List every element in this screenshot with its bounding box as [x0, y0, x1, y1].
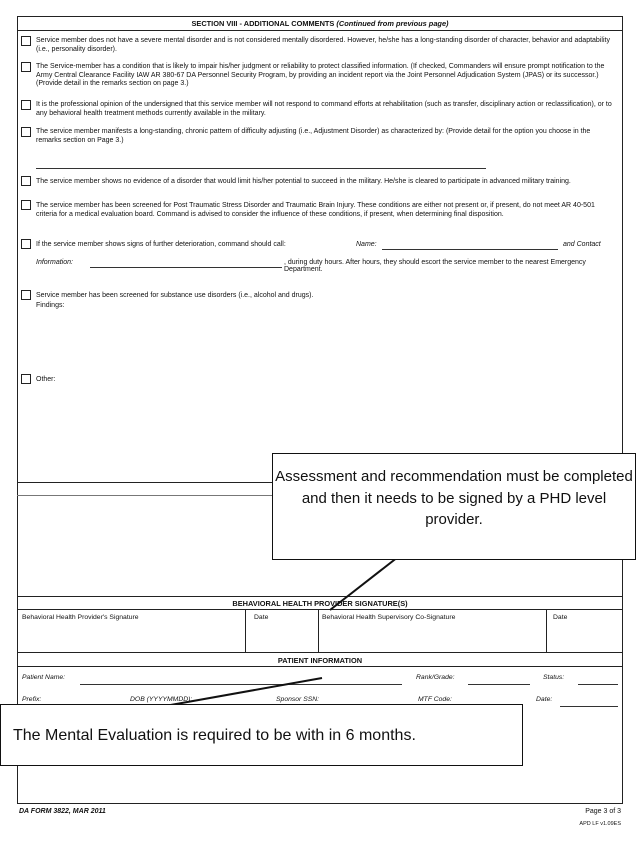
and-contact-label: and Contact	[563, 241, 601, 248]
item-no-rehab-response: It is the professional opinion of the undersigned that this service member will not respond to command efforts at rehabilitation (such as transfer, disciplinary action or reclassification), or to any behavioral health treatment methods currently available in the military.	[36, 101, 612, 117]
findings-label: Findings:	[36, 302, 65, 309]
section-title: SECTION VIII - ADDITIONAL COMMENTS (Continued from previous page)	[191, 19, 449, 28]
date-label: Date:	[536, 696, 553, 703]
item-other: Other:	[36, 376, 56, 383]
dob-label: DOB (YYYYMMDD):	[130, 696, 193, 703]
item-deterioration: If the service member shows signs of further deterioration, command should call:	[36, 241, 286, 248]
date-label: Date	[254, 614, 269, 621]
supervisory-signature-label: Behavioral Health Supervisory Co-Signature	[322, 614, 456, 621]
item-classified-info: The Service-member has a condition that is likely to impair his/her judgment or reliability to protect classified information. (If checked, Commanders will ensure prompt notification to the Army Central Clearance Facility IAW AR 380-67 DA Personnel Security Program, by providing an incident report via the Joint Personnel Adjudication System (JPAS) or its successor.) (Provide detail in the remarks section on page 3.)	[36, 63, 605, 88]
prefix-label: Prefix:	[22, 696, 42, 703]
patient-name-label: Patient Name:	[22, 674, 66, 681]
contact-name-label: Name:	[356, 241, 377, 248]
signatures-header: BEHAVIORAL HEALTH PROVIDER SIGNATURE(S)	[232, 599, 408, 608]
mtf-code-label: MTF Code:	[418, 696, 452, 703]
evaluation-callout: The Mental Evaluation is required to be with in 6 months.	[0, 704, 523, 766]
sponsor-ssn-label: Sponsor SSN:	[276, 696, 320, 703]
page-number: Page 3 of 3 APD LF v1.09ES	[579, 808, 621, 827]
form-id: DA FORM 3822, MAR 2011	[19, 808, 106, 815]
date-label: Date	[553, 614, 568, 621]
evaluation-arrow-line	[165, 678, 322, 706]
status-label: Status:	[543, 674, 565, 681]
item-adjustment-disorder: The service member manifests a long-standing, chronic pattern of difficulty adjusting (i.e., Adjustment Disorder) as characterized by: (Provide detail for the option you choose in the remarks section on Page 3.)	[36, 128, 591, 144]
item-cleared: The service member shows no evidence of a disorder that would limit his/her potential to succeed in the military. He/she is cleared to participate in advanced military training.	[36, 178, 571, 185]
item-ptsd-tbi: The service member has been screened for Post Traumatic Stress Disorder and Traumatic Brain Injury. These conditions are either not present or, if present, do not meet AR 40-501 criteria for a medical evaluation board. Command is advised to consider the influence of these conditions, if present, when determining final disposition.	[36, 202, 595, 218]
contact-info-label: Information:	[36, 259, 73, 266]
after-hours-text: , during duty hours. After hours, they should escort the service member to the nearest Emergency Department.	[284, 259, 586, 273]
patient-info-header: PATIENT INFORMATION	[277, 656, 363, 665]
rank-grade-label: Rank/Grade:	[416, 674, 455, 681]
item-substance: Service member has been screened for substance use disorders (i.e., alcohol and drugs).	[36, 292, 314, 299]
assessment-callout: Assessment and recommendation must be completed and then it needs to be signed by a PHD level provider.	[272, 453, 636, 560]
provider-signature-label: Behavioral Health Provider's Signature	[22, 614, 139, 621]
item-personality-disorder: Service member does not have a severe mental disorder and is not considered mentally disordered. However, he/she has a long-standing disorder of character, behavior and adaptability (i.e., personality disorder).	[36, 37, 610, 53]
